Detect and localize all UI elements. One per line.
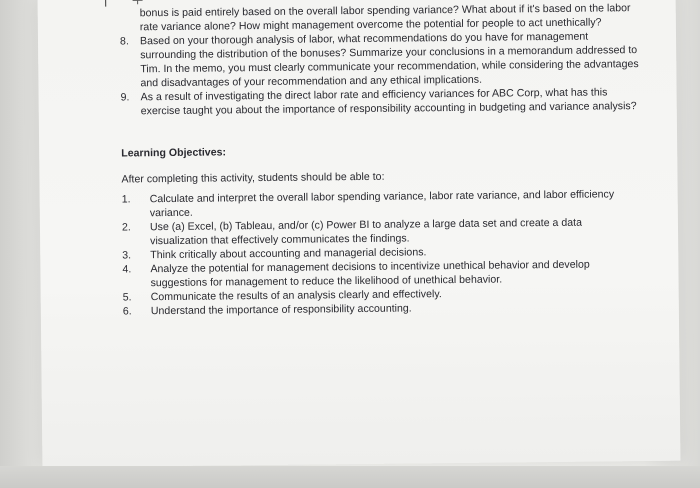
objective-text: Calculate and interpret the overall labor spending variance, labor rate variance, and labor efficiency variance.	[149, 188, 615, 220]
objective-text: Understand the importance of responsibility accounting.	[150, 302, 412, 318]
question-number: 8.	[119, 35, 129, 48]
paper-sheet	[38, 0, 681, 467]
learning-objectives-intro: After completing this activity, students should be able to:	[121, 170, 385, 186]
document-text	[120, 1, 643, 318]
question-text: Based on your thorough analysis of labor, what recommendations do you have for management surrounding the distribution of the bonuses? Summarize your conclusions in a memorandum addressed to Tim. In the memo, you must clearly communicate your recommendation, while considering the advantages and disadvantages of your recommendation and any ethical implications.	[139, 30, 639, 90]
objective-text: Analyze the potential for management decisions to incentivize unethical behavior and develop suggestions for management to reduce the likelihood of unethical behavior.	[150, 258, 590, 290]
objective-number: 3.	[122, 249, 132, 262]
objective-number: 2.	[121, 221, 131, 234]
objective-number: 1.	[121, 193, 131, 206]
question-9	[121, 85, 641, 118]
objective-text: Think critically about accounting and managerial decisions.	[150, 246, 427, 262]
objective-number: 5.	[122, 291, 132, 304]
objective-text: Communicate the results of an analysis clearly and effectively.	[150, 288, 442, 304]
objective-number: 4.	[122, 263, 132, 276]
objective-number: 6.	[122, 305, 132, 318]
learning-objectives-heading: Learning Objectives:	[121, 146, 227, 160]
question-continuation: bonus is paid entirely based on the overall labor spending variance? What about if it's based on the labor rate variance alone? How might management overcome the potential for people to act unethically?	[139, 2, 631, 34]
objective-text: Use (a) Excel, (b) Tableau, and/or (c) Power BI to analyze a large data set and create a data visualization that effectively communicates the findings.	[149, 216, 583, 248]
question-8	[120, 29, 641, 90]
question-number: 9.	[120, 91, 130, 104]
desk-surface	[0, 466, 700, 488]
learning-objectives-list	[122, 187, 643, 318]
question-text: As a result of investigating the direct labor rate and efficiency variances for ABC Corp, what has this exercise taught you about the importance of responsibility accounting in budgeting and variance analysis?	[140, 86, 637, 118]
